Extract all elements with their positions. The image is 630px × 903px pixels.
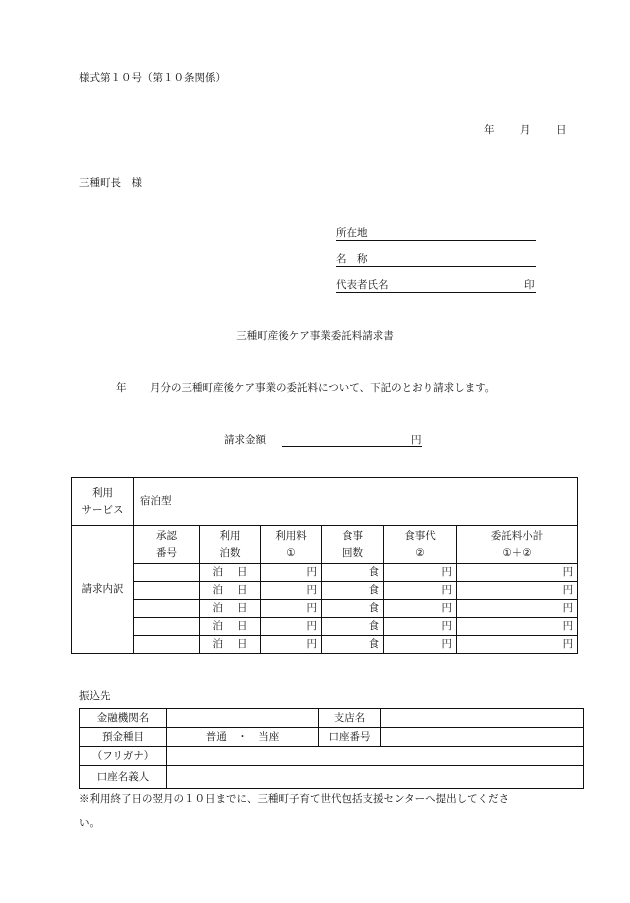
seal-mark: 印 (524, 279, 535, 291)
usage-fee-cell[interactable] (261, 582, 322, 600)
submission-note-line2: い。 (79, 817, 100, 829)
meal-fee-cell[interactable] (384, 636, 457, 654)
header-line2: ② (415, 546, 425, 559)
meals-unit: 食 (368, 602, 379, 615)
table-row (72, 582, 578, 600)
institution-value-cell[interactable] (167, 709, 319, 728)
nights-cell[interactable] (200, 618, 261, 636)
yen-unit: 円 (441, 566, 452, 579)
account-number-label: 口座番号 (328, 730, 371, 743)
deposit-type-value-cell[interactable] (167, 728, 319, 747)
meal-fee-cell[interactable] (384, 618, 457, 636)
yen-unit: 円 (562, 620, 574, 633)
header-line2: 番号 (156, 546, 177, 559)
header-line2: 泊数 (219, 546, 241, 559)
days-unit: 日 (237, 602, 248, 615)
subtotal-cell[interactable] (457, 600, 578, 618)
institution-label-cell (80, 709, 167, 728)
nights-cell[interactable] (200, 582, 261, 600)
service-label-line2: サービス (81, 503, 124, 516)
yen-unit: 円 (562, 584, 574, 597)
furigana-value-cell[interactable] (167, 747, 584, 766)
representative-underline (336, 292, 536, 293)
table-row (72, 564, 578, 582)
yen-unit: 円 (306, 602, 317, 615)
account-number-label-cell (319, 728, 381, 747)
header-line1: 食事 (342, 530, 363, 543)
usage-fee-cell[interactable] (261, 564, 322, 582)
meal-fee-cell[interactable] (384, 564, 457, 582)
header-line1: 委託料小計 (490, 530, 544, 543)
days-unit: 日 (237, 620, 248, 633)
usage-fee-cell[interactable] (261, 636, 322, 654)
document-title: 三種町産後ケア事業委託料請求書 (236, 330, 394, 342)
intro-text: 月分の三種町産後ケア事業の委託料について、下記のとおり請求します。 (150, 382, 496, 394)
address-underline (336, 240, 536, 241)
approval-number-cell[interactable] (134, 564, 200, 582)
service-label-line1: 利用 (92, 487, 113, 500)
yen-unit: 円 (306, 566, 317, 579)
header-subtotal (457, 526, 578, 564)
nights-unit: 泊 (212, 620, 223, 633)
account-holder-label: 口座名義人 (96, 770, 150, 783)
addressee: 三種町長 様 (79, 177, 142, 189)
account-holder-value-cell[interactable] (167, 766, 584, 789)
yen-unit: 円 (562, 602, 574, 615)
header-line1: 利用 (219, 530, 241, 543)
table-row (72, 636, 578, 654)
yen-unit: 円 (306, 620, 317, 633)
deposit-type-label-cell (80, 728, 167, 747)
service-value-cell (134, 478, 578, 526)
name-underline (336, 266, 536, 267)
header-line2: 回数 (342, 546, 363, 559)
meal-fee-cell[interactable] (384, 582, 457, 600)
meal-count-cell[interactable] (322, 618, 384, 636)
branch-label-cell (319, 709, 381, 728)
service-label-cell (72, 478, 134, 526)
meals-unit: 食 (368, 620, 379, 633)
form-number: 様式第１０号（第１０条関係） (79, 72, 226, 84)
days-unit: 日 (237, 638, 248, 651)
header-line2: ①＋② (502, 546, 532, 559)
approval-number-cell[interactable] (134, 636, 200, 654)
yen-unit: 円 (562, 566, 574, 579)
nights-unit: 泊 (212, 638, 223, 651)
subtotal-cell[interactable] (457, 618, 578, 636)
approval-number-cell[interactable] (134, 582, 200, 600)
amount-underline (282, 446, 422, 447)
meal-count-cell[interactable] (322, 582, 384, 600)
header-line1: 承認 (156, 530, 177, 543)
header-meal-fee (384, 526, 457, 564)
yen-unit: 円 (306, 638, 317, 651)
header-usage-fee (261, 526, 322, 564)
service-table (71, 477, 578, 654)
branch-label: 支店名 (333, 711, 366, 724)
nights-cell[interactable] (200, 636, 261, 654)
meals-unit: 食 (368, 566, 379, 579)
deposit-type-value: 普通 ・ 当座 (205, 730, 280, 743)
meal-count-cell[interactable] (322, 636, 384, 654)
usage-fee-cell[interactable] (261, 618, 322, 636)
amount-unit: 円 (411, 434, 422, 446)
nights-cell[interactable] (200, 600, 261, 618)
address-label: 所在地 (336, 227, 368, 239)
subtotal-cell[interactable] (457, 582, 578, 600)
submission-note-line1: ※利用終了日の翌月の１０日までに、三種町子育て世代包括支援センターへ提出してくださ (79, 793, 510, 805)
yen-unit: 円 (562, 638, 574, 651)
subtotal-cell[interactable] (457, 636, 578, 654)
table-row (72, 618, 578, 636)
representative-label: 代表者氏名 (336, 279, 389, 291)
yen-unit: 円 (441, 584, 452, 597)
yen-unit: 円 (441, 602, 452, 615)
institution-label: 金融機関名 (96, 711, 150, 724)
header-approval-number (134, 526, 200, 564)
name-label: 名 称 (336, 253, 368, 265)
nights-unit: 泊 (212, 566, 223, 579)
date-year-label: 年 (484, 124, 495, 136)
header-line1: 利用料 (275, 530, 307, 543)
table-row (72, 600, 578, 618)
meals-unit: 食 (368, 584, 379, 597)
header-line2: ① (286, 546, 296, 559)
approval-number-cell[interactable] (134, 618, 200, 636)
meal-fee-cell[interactable] (384, 600, 457, 618)
header-nights (200, 526, 261, 564)
branch-value-cell[interactable] (381, 709, 584, 728)
nights-unit: 泊 (212, 584, 223, 597)
meals-unit: 食 (368, 638, 379, 651)
yen-unit: 円 (441, 620, 452, 633)
nights-cell[interactable] (200, 564, 261, 582)
days-unit: 日 (237, 584, 248, 597)
amount-label: 請求金額 (224, 434, 266, 446)
usage-fee-cell[interactable] (261, 600, 322, 618)
date-month-label: 月 (520, 124, 531, 136)
breakdown-label-cell (72, 526, 134, 654)
yen-unit: 円 (441, 638, 452, 651)
furigana-label: （フリガナ） (91, 749, 155, 762)
breakdown-label: 請求内訳 (81, 583, 124, 596)
furigana-label-cell (80, 747, 167, 766)
date-day-label: 日 (556, 124, 567, 136)
meal-count-cell[interactable] (322, 600, 384, 618)
days-unit: 日 (237, 566, 248, 579)
intro-year: 年 (116, 382, 127, 394)
approval-number-cell[interactable] (134, 600, 200, 618)
bank-table (79, 708, 584, 789)
nights-unit: 泊 (212, 602, 223, 615)
account-number-value-cell[interactable] (381, 728, 584, 747)
subtotal-cell[interactable] (457, 564, 578, 582)
header-meal-count (322, 526, 384, 564)
account-holder-label-cell (80, 766, 167, 789)
service-value: 宿泊型 (140, 495, 172, 508)
meal-count-cell[interactable] (322, 564, 384, 582)
bank-section-label: 振込先 (79, 690, 111, 702)
yen-unit: 円 (306, 584, 317, 597)
header-line1: 食事代 (404, 530, 436, 543)
deposit-type-label: 預金種目 (102, 730, 144, 743)
